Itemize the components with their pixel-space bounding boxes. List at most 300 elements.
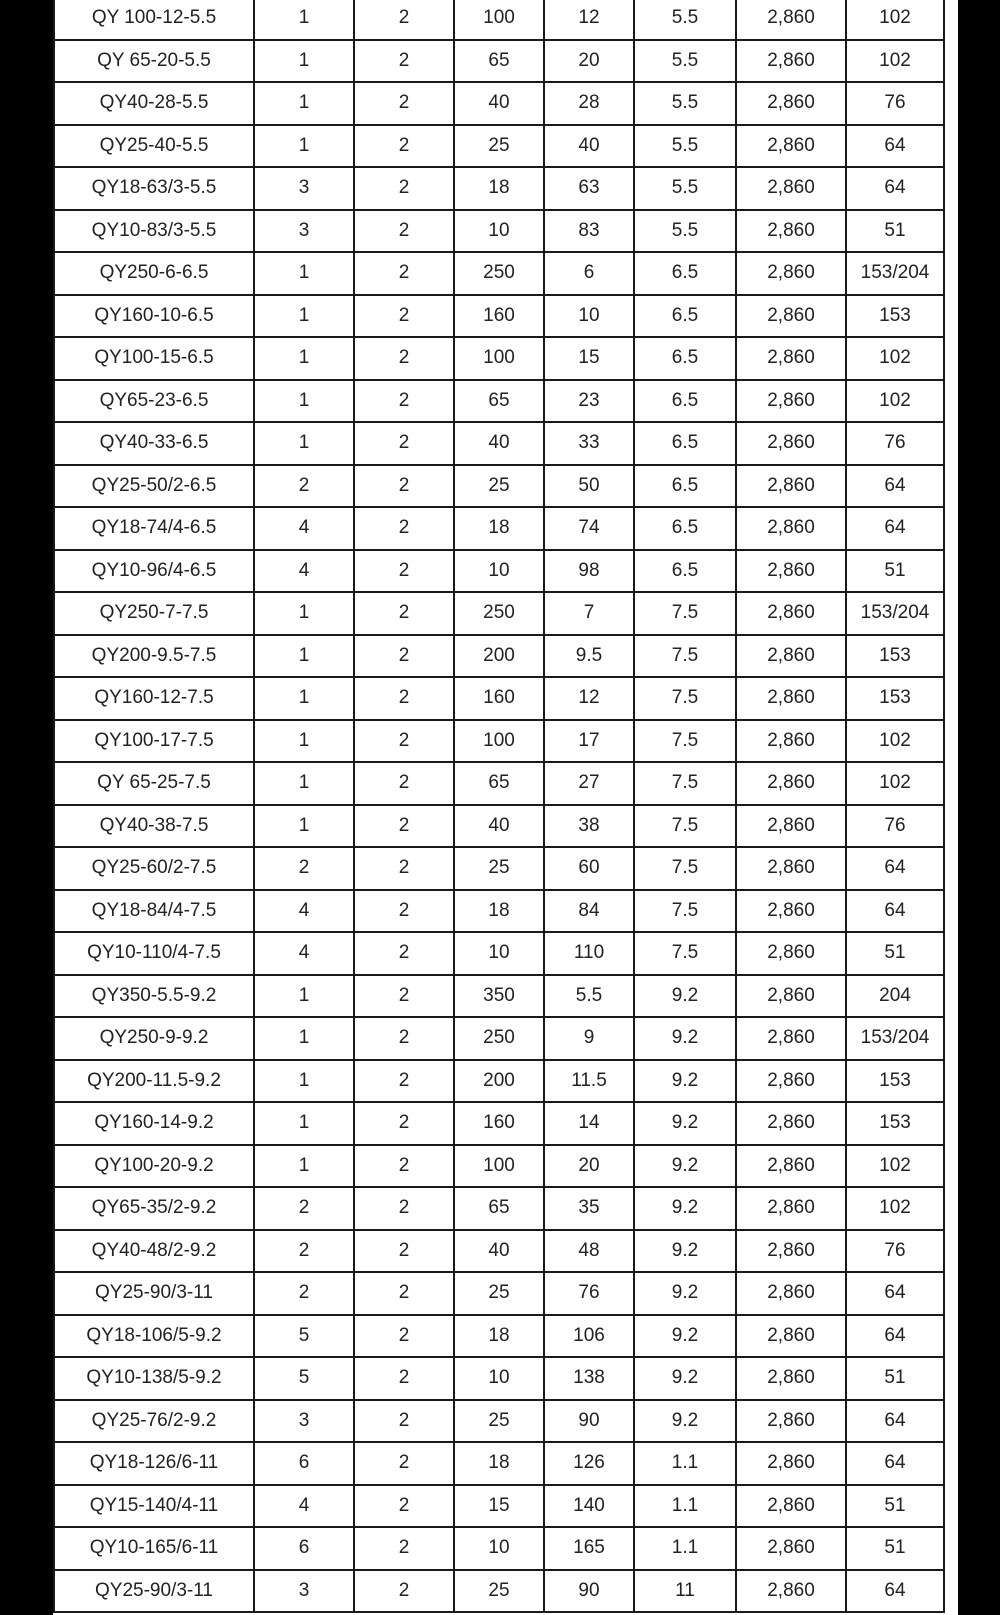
poles-cell: 2 bbox=[354, 1187, 454, 1230]
stages-cell: 5 bbox=[254, 1357, 354, 1400]
head-cell: 110 bbox=[544, 932, 634, 975]
power-cell: 5.5 bbox=[634, 125, 736, 168]
speed-cell: 2,860 bbox=[736, 1570, 846, 1613]
table-row bbox=[54, 422, 944, 465]
model-cell: QY25-76/2-9.2 bbox=[54, 1400, 254, 1443]
table-row bbox=[54, 1400, 944, 1443]
model-cell: QY10-110/4-7.5 bbox=[54, 932, 254, 975]
table-row bbox=[54, 1102, 944, 1145]
power-cell: 9.2 bbox=[634, 1272, 736, 1315]
poles-cell: 2 bbox=[354, 422, 454, 465]
table-row bbox=[54, 1442, 944, 1485]
stages-cell: 1 bbox=[254, 635, 354, 678]
outlet-cell: 102 bbox=[846, 720, 944, 763]
model-cell: QY160-12-7.5 bbox=[54, 677, 254, 720]
flow-cell: 65 bbox=[454, 762, 544, 805]
speed-cell: 2,860 bbox=[736, 380, 846, 423]
head-cell: 106 bbox=[544, 1315, 634, 1358]
speed-cell: 2,860 bbox=[736, 167, 846, 210]
flow-cell: 40 bbox=[454, 82, 544, 125]
flow-cell: 10 bbox=[454, 210, 544, 253]
stages-cell: 3 bbox=[254, 210, 354, 253]
stages-cell: 1 bbox=[254, 1102, 354, 1145]
stages-cell: 1 bbox=[254, 677, 354, 720]
speed-cell: 2,860 bbox=[736, 1060, 846, 1103]
flow-cell: 15 bbox=[454, 1485, 544, 1528]
speed-cell: 2,860 bbox=[736, 890, 846, 933]
speed-cell: 2,860 bbox=[736, 0, 846, 40]
poles-cell: 2 bbox=[354, 1060, 454, 1103]
outlet-cell: 64 bbox=[846, 1272, 944, 1315]
outlet-cell: 76 bbox=[846, 1230, 944, 1273]
speed-cell: 2,860 bbox=[736, 1017, 846, 1060]
head-cell: 74 bbox=[544, 507, 634, 550]
speed-cell: 2,860 bbox=[736, 550, 846, 593]
flow-cell: 25 bbox=[454, 1570, 544, 1613]
model-cell: QY25-60/2-7.5 bbox=[54, 847, 254, 890]
power-cell: 6.5 bbox=[634, 507, 736, 550]
model-cell: QY18-106/5-9.2 bbox=[54, 1315, 254, 1358]
outlet-cell: 51 bbox=[846, 1485, 944, 1528]
outlet-cell: 76 bbox=[846, 422, 944, 465]
flow-cell: 40 bbox=[454, 422, 544, 465]
poles-cell: 2 bbox=[354, 762, 454, 805]
flow-cell: 100 bbox=[454, 1145, 544, 1188]
poles-cell: 2 bbox=[354, 635, 454, 678]
head-cell: 90 bbox=[544, 1570, 634, 1613]
model-cell: QY25-50/2-6.5 bbox=[54, 465, 254, 508]
flow-cell: 100 bbox=[454, 337, 544, 380]
table-row bbox=[54, 890, 944, 933]
head-cell: 20 bbox=[544, 1145, 634, 1188]
stages-cell: 1 bbox=[254, 82, 354, 125]
poles-cell: 2 bbox=[354, 975, 454, 1018]
head-cell: 5.5 bbox=[544, 975, 634, 1018]
power-cell: 5.5 bbox=[634, 40, 736, 83]
poles-cell: 2 bbox=[354, 720, 454, 763]
power-cell: 7.5 bbox=[634, 932, 736, 975]
speed-cell: 2,860 bbox=[736, 1102, 846, 1145]
speed-cell: 2,860 bbox=[736, 82, 846, 125]
power-cell: 1.1 bbox=[634, 1442, 736, 1485]
head-cell: 6 bbox=[544, 252, 634, 295]
table-row bbox=[54, 0, 944, 40]
outlet-cell: 153 bbox=[846, 635, 944, 678]
poles-cell: 2 bbox=[354, 210, 454, 253]
power-cell: 7.5 bbox=[634, 762, 736, 805]
power-cell: 7.5 bbox=[634, 847, 736, 890]
stages-cell: 1 bbox=[254, 40, 354, 83]
power-cell: 6.5 bbox=[634, 465, 736, 508]
head-cell: 98 bbox=[544, 550, 634, 593]
table-row bbox=[54, 847, 944, 890]
outlet-cell: 153 bbox=[846, 1102, 944, 1145]
head-cell: 14 bbox=[544, 1102, 634, 1145]
speed-cell: 2,860 bbox=[736, 337, 846, 380]
stages-cell: 1 bbox=[254, 125, 354, 168]
power-cell: 9.2 bbox=[634, 1017, 736, 1060]
flow-cell: 10 bbox=[454, 932, 544, 975]
stages-cell: 4 bbox=[254, 1485, 354, 1528]
poles-cell: 2 bbox=[354, 1400, 454, 1443]
model-cell: QY 65-25-7.5 bbox=[54, 762, 254, 805]
outlet-cell: 51 bbox=[846, 550, 944, 593]
poles-cell: 2 bbox=[354, 932, 454, 975]
table-row bbox=[54, 932, 944, 975]
power-cell: 6.5 bbox=[634, 550, 736, 593]
model-cell: QY10-96/4-6.5 bbox=[54, 550, 254, 593]
outlet-cell: 102 bbox=[846, 380, 944, 423]
speed-cell: 2,860 bbox=[736, 1357, 846, 1400]
table-row bbox=[54, 125, 944, 168]
power-cell: 9.2 bbox=[634, 1060, 736, 1103]
head-cell: 9.5 bbox=[544, 635, 634, 678]
outlet-cell: 76 bbox=[846, 805, 944, 848]
table-row bbox=[54, 550, 944, 593]
stages-cell: 4 bbox=[254, 890, 354, 933]
poles-cell: 2 bbox=[354, 847, 454, 890]
model-cell: QY100-17-7.5 bbox=[54, 720, 254, 763]
power-cell: 6.5 bbox=[634, 380, 736, 423]
flow-cell: 25 bbox=[454, 465, 544, 508]
poles-cell: 2 bbox=[354, 1102, 454, 1145]
outlet-cell: 102 bbox=[846, 1187, 944, 1230]
speed-cell: 2,860 bbox=[736, 677, 846, 720]
stages-cell: 1 bbox=[254, 805, 354, 848]
outlet-cell: 64 bbox=[846, 1442, 944, 1485]
outlet-cell: 51 bbox=[846, 210, 944, 253]
power-cell: 7.5 bbox=[634, 677, 736, 720]
head-cell: 76 bbox=[544, 1272, 634, 1315]
head-cell: 40 bbox=[544, 125, 634, 168]
flow-cell: 200 bbox=[454, 635, 544, 678]
outlet-cell: 153/204 bbox=[846, 252, 944, 295]
speed-cell: 2,860 bbox=[736, 1230, 846, 1273]
table-row bbox=[54, 1060, 944, 1103]
poles-cell: 2 bbox=[354, 167, 454, 210]
stages-cell: 3 bbox=[254, 1570, 354, 1613]
flow-cell: 65 bbox=[454, 1187, 544, 1230]
outlet-cell: 64 bbox=[846, 847, 944, 890]
table-row bbox=[54, 295, 944, 338]
table-row bbox=[54, 1187, 944, 1230]
power-cell: 6.5 bbox=[634, 252, 736, 295]
power-cell: 9.2 bbox=[634, 1400, 736, 1443]
model-cell: QY10-83/3-5.5 bbox=[54, 210, 254, 253]
model-cell: QY250-6-6.5 bbox=[54, 252, 254, 295]
poles-cell: 2 bbox=[354, 465, 454, 508]
head-cell: 83 bbox=[544, 210, 634, 253]
flow-cell: 250 bbox=[454, 592, 544, 635]
flow-cell: 350 bbox=[454, 975, 544, 1018]
poles-cell: 2 bbox=[354, 40, 454, 83]
model-cell: QY10-138/5-9.2 bbox=[54, 1357, 254, 1400]
model-cell: QY160-10-6.5 bbox=[54, 295, 254, 338]
poles-cell: 2 bbox=[354, 82, 454, 125]
stages-cell: 4 bbox=[254, 550, 354, 593]
table-row bbox=[54, 1145, 944, 1188]
outlet-cell: 64 bbox=[846, 1315, 944, 1358]
head-cell: 33 bbox=[544, 422, 634, 465]
model-cell: QY100-15-6.5 bbox=[54, 337, 254, 380]
stages-cell: 3 bbox=[254, 1400, 354, 1443]
head-cell: 35 bbox=[544, 1187, 634, 1230]
table-row bbox=[54, 380, 944, 423]
model-cell: QY250-9-9.2 bbox=[54, 1017, 254, 1060]
poles-cell: 2 bbox=[354, 677, 454, 720]
head-cell: 63 bbox=[544, 167, 634, 210]
stages-cell: 3 bbox=[254, 167, 354, 210]
model-cell: QY250-7-7.5 bbox=[54, 592, 254, 635]
power-cell: 9.2 bbox=[634, 1230, 736, 1273]
table-row bbox=[54, 677, 944, 720]
model-cell: QY200-11.5-9.2 bbox=[54, 1060, 254, 1103]
stages-cell: 1 bbox=[254, 975, 354, 1018]
head-cell: 60 bbox=[544, 847, 634, 890]
speed-cell: 2,860 bbox=[736, 805, 846, 848]
power-cell: 5.5 bbox=[634, 167, 736, 210]
table-row bbox=[54, 1357, 944, 1400]
stages-cell: 2 bbox=[254, 847, 354, 890]
poles-cell: 2 bbox=[354, 1017, 454, 1060]
outlet-cell: 51 bbox=[846, 932, 944, 975]
stages-cell: 6 bbox=[254, 1442, 354, 1485]
speed-cell: 2,860 bbox=[736, 1527, 846, 1570]
poles-cell: 2 bbox=[354, 1145, 454, 1188]
poles-cell: 2 bbox=[354, 1357, 454, 1400]
outlet-cell: 64 bbox=[846, 507, 944, 550]
stages-cell: 5 bbox=[254, 1315, 354, 1358]
power-cell: 9.2 bbox=[634, 1357, 736, 1400]
speed-cell: 2,860 bbox=[736, 592, 846, 635]
flow-cell: 25 bbox=[454, 847, 544, 890]
power-cell: 6.5 bbox=[634, 422, 736, 465]
power-cell: 7.5 bbox=[634, 635, 736, 678]
speed-cell: 2,860 bbox=[736, 1315, 846, 1358]
head-cell: 140 bbox=[544, 1485, 634, 1528]
outlet-cell: 102 bbox=[846, 0, 944, 40]
power-cell: 5.5 bbox=[634, 82, 736, 125]
head-cell: 9 bbox=[544, 1017, 634, 1060]
outlet-cell: 102 bbox=[846, 337, 944, 380]
power-cell: 7.5 bbox=[634, 890, 736, 933]
speed-cell: 2,860 bbox=[736, 720, 846, 763]
speed-cell: 2,860 bbox=[736, 1485, 846, 1528]
table-row bbox=[54, 167, 944, 210]
table-row bbox=[54, 1570, 944, 1613]
model-cell: QY65-23-6.5 bbox=[54, 380, 254, 423]
head-cell: 28 bbox=[544, 82, 634, 125]
table-row bbox=[54, 635, 944, 678]
model-cell: QY 100-12-5.5 bbox=[54, 0, 254, 40]
poles-cell: 2 bbox=[354, 507, 454, 550]
flow-cell: 40 bbox=[454, 1230, 544, 1273]
model-cell: QY160-14-9.2 bbox=[54, 1102, 254, 1145]
outlet-cell: 64 bbox=[846, 1400, 944, 1443]
table-row bbox=[54, 465, 944, 508]
outlet-cell: 153/204 bbox=[846, 592, 944, 635]
stages-cell: 1 bbox=[254, 422, 354, 465]
table-row bbox=[54, 975, 944, 1018]
model-cell: QY40-33-6.5 bbox=[54, 422, 254, 465]
head-cell: 10 bbox=[544, 295, 634, 338]
stages-cell: 1 bbox=[254, 337, 354, 380]
stages-cell: 6 bbox=[254, 1527, 354, 1570]
table-row bbox=[54, 720, 944, 763]
head-cell: 27 bbox=[544, 762, 634, 805]
outlet-cell: 153 bbox=[846, 1060, 944, 1103]
power-cell: 9.2 bbox=[634, 1102, 736, 1145]
model-cell: QY25-90/3-11 bbox=[54, 1272, 254, 1315]
head-cell: 90 bbox=[544, 1400, 634, 1443]
head-cell: 48 bbox=[544, 1230, 634, 1273]
model-cell: QY100-20-9.2 bbox=[54, 1145, 254, 1188]
model-cell: QY18-63/3-5.5 bbox=[54, 167, 254, 210]
flow-cell: 65 bbox=[454, 40, 544, 83]
poles-cell: 2 bbox=[354, 1230, 454, 1273]
head-cell: 38 bbox=[544, 805, 634, 848]
stages-cell: 2 bbox=[254, 1272, 354, 1315]
table-row bbox=[54, 762, 944, 805]
stages-cell: 1 bbox=[254, 1060, 354, 1103]
table-body bbox=[54, 0, 944, 1612]
model-cell: QY65-35/2-9.2 bbox=[54, 1187, 254, 1230]
poles-cell: 2 bbox=[354, 592, 454, 635]
head-cell: 23 bbox=[544, 380, 634, 423]
table-row bbox=[54, 40, 944, 83]
flow-cell: 200 bbox=[454, 1060, 544, 1103]
model-cell: QY40-38-7.5 bbox=[54, 805, 254, 848]
flow-cell: 250 bbox=[454, 1017, 544, 1060]
power-cell: 5.5 bbox=[634, 210, 736, 253]
poles-cell: 2 bbox=[354, 295, 454, 338]
stages-cell: 4 bbox=[254, 507, 354, 550]
poles-cell: 2 bbox=[354, 1527, 454, 1570]
pump-spec-table bbox=[53, 0, 945, 1613]
flow-cell: 160 bbox=[454, 1102, 544, 1145]
table-row bbox=[54, 1315, 944, 1358]
flow-cell: 18 bbox=[454, 507, 544, 550]
outlet-cell: 64 bbox=[846, 125, 944, 168]
head-cell: 20 bbox=[544, 40, 634, 83]
speed-cell: 2,860 bbox=[736, 40, 846, 83]
poles-cell: 2 bbox=[354, 1272, 454, 1315]
flow-cell: 18 bbox=[454, 167, 544, 210]
head-cell: 17 bbox=[544, 720, 634, 763]
speed-cell: 2,860 bbox=[736, 295, 846, 338]
table-row bbox=[54, 252, 944, 295]
head-cell: 12 bbox=[544, 677, 634, 720]
spec-sheet bbox=[53, 0, 958, 1615]
stages-cell: 2 bbox=[254, 1187, 354, 1230]
flow-cell: 25 bbox=[454, 1272, 544, 1315]
stages-cell: 1 bbox=[254, 1017, 354, 1060]
speed-cell: 2,860 bbox=[736, 975, 846, 1018]
stages-cell: 4 bbox=[254, 932, 354, 975]
model-cell: QY25-90/3-11 bbox=[54, 1570, 254, 1613]
outlet-cell: 64 bbox=[846, 167, 944, 210]
model-cell: QY10-165/6-11 bbox=[54, 1527, 254, 1570]
flow-cell: 250 bbox=[454, 252, 544, 295]
flow-cell: 25 bbox=[454, 1400, 544, 1443]
poles-cell: 2 bbox=[354, 252, 454, 295]
head-cell: 11.5 bbox=[544, 1060, 634, 1103]
poles-cell: 2 bbox=[354, 380, 454, 423]
speed-cell: 2,860 bbox=[736, 847, 846, 890]
power-cell: 9.2 bbox=[634, 1145, 736, 1188]
flow-cell: 160 bbox=[454, 677, 544, 720]
flow-cell: 100 bbox=[454, 720, 544, 763]
power-cell: 9.2 bbox=[634, 1187, 736, 1230]
poles-cell: 2 bbox=[354, 805, 454, 848]
power-cell: 11 bbox=[634, 1570, 736, 1613]
outlet-cell: 102 bbox=[846, 762, 944, 805]
stages-cell: 1 bbox=[254, 380, 354, 423]
flow-cell: 25 bbox=[454, 125, 544, 168]
speed-cell: 2,860 bbox=[736, 125, 846, 168]
model-cell: QY18-84/4-7.5 bbox=[54, 890, 254, 933]
poles-cell: 2 bbox=[354, 1570, 454, 1613]
speed-cell: 2,860 bbox=[736, 210, 846, 253]
speed-cell: 2,860 bbox=[736, 762, 846, 805]
head-cell: 12 bbox=[544, 0, 634, 40]
outlet-cell: 153/204 bbox=[846, 1017, 944, 1060]
outlet-cell: 51 bbox=[846, 1357, 944, 1400]
head-cell: 50 bbox=[544, 465, 634, 508]
flow-cell: 10 bbox=[454, 1527, 544, 1570]
table-row bbox=[54, 805, 944, 848]
stages-cell: 2 bbox=[254, 465, 354, 508]
head-cell: 84 bbox=[544, 890, 634, 933]
power-cell: 1.1 bbox=[634, 1527, 736, 1570]
head-cell: 15 bbox=[544, 337, 634, 380]
speed-cell: 2,860 bbox=[736, 1272, 846, 1315]
table-row bbox=[54, 507, 944, 550]
speed-cell: 2,860 bbox=[736, 1400, 846, 1443]
table-row bbox=[54, 1230, 944, 1273]
stages-cell: 1 bbox=[254, 592, 354, 635]
outlet-cell: 102 bbox=[846, 1145, 944, 1188]
outlet-cell: 64 bbox=[846, 1570, 944, 1613]
model-cell: QY18-74/4-6.5 bbox=[54, 507, 254, 550]
stages-cell: 1 bbox=[254, 295, 354, 338]
poles-cell: 2 bbox=[354, 1485, 454, 1528]
power-cell: 7.5 bbox=[634, 805, 736, 848]
outlet-cell: 76 bbox=[846, 82, 944, 125]
table-row bbox=[54, 1017, 944, 1060]
stages-cell: 1 bbox=[254, 252, 354, 295]
outlet-cell: 153 bbox=[846, 295, 944, 338]
flow-cell: 18 bbox=[454, 1442, 544, 1485]
power-cell: 6.5 bbox=[634, 295, 736, 338]
flow-cell: 65 bbox=[454, 380, 544, 423]
model-cell: QY 65-20-5.5 bbox=[54, 40, 254, 83]
stages-cell: 1 bbox=[254, 0, 354, 40]
power-cell: 7.5 bbox=[634, 720, 736, 763]
speed-cell: 2,860 bbox=[736, 1187, 846, 1230]
model-cell: QY350-5.5-9.2 bbox=[54, 975, 254, 1018]
head-cell: 165 bbox=[544, 1527, 634, 1570]
model-cell: QY200-9.5-7.5 bbox=[54, 635, 254, 678]
flow-cell: 18 bbox=[454, 1315, 544, 1358]
speed-cell: 2,860 bbox=[736, 635, 846, 678]
poles-cell: 2 bbox=[354, 550, 454, 593]
flow-cell: 18 bbox=[454, 890, 544, 933]
outlet-cell: 153 bbox=[846, 677, 944, 720]
speed-cell: 2,860 bbox=[736, 1442, 846, 1485]
speed-cell: 2,860 bbox=[736, 932, 846, 975]
poles-cell: 2 bbox=[354, 0, 454, 40]
